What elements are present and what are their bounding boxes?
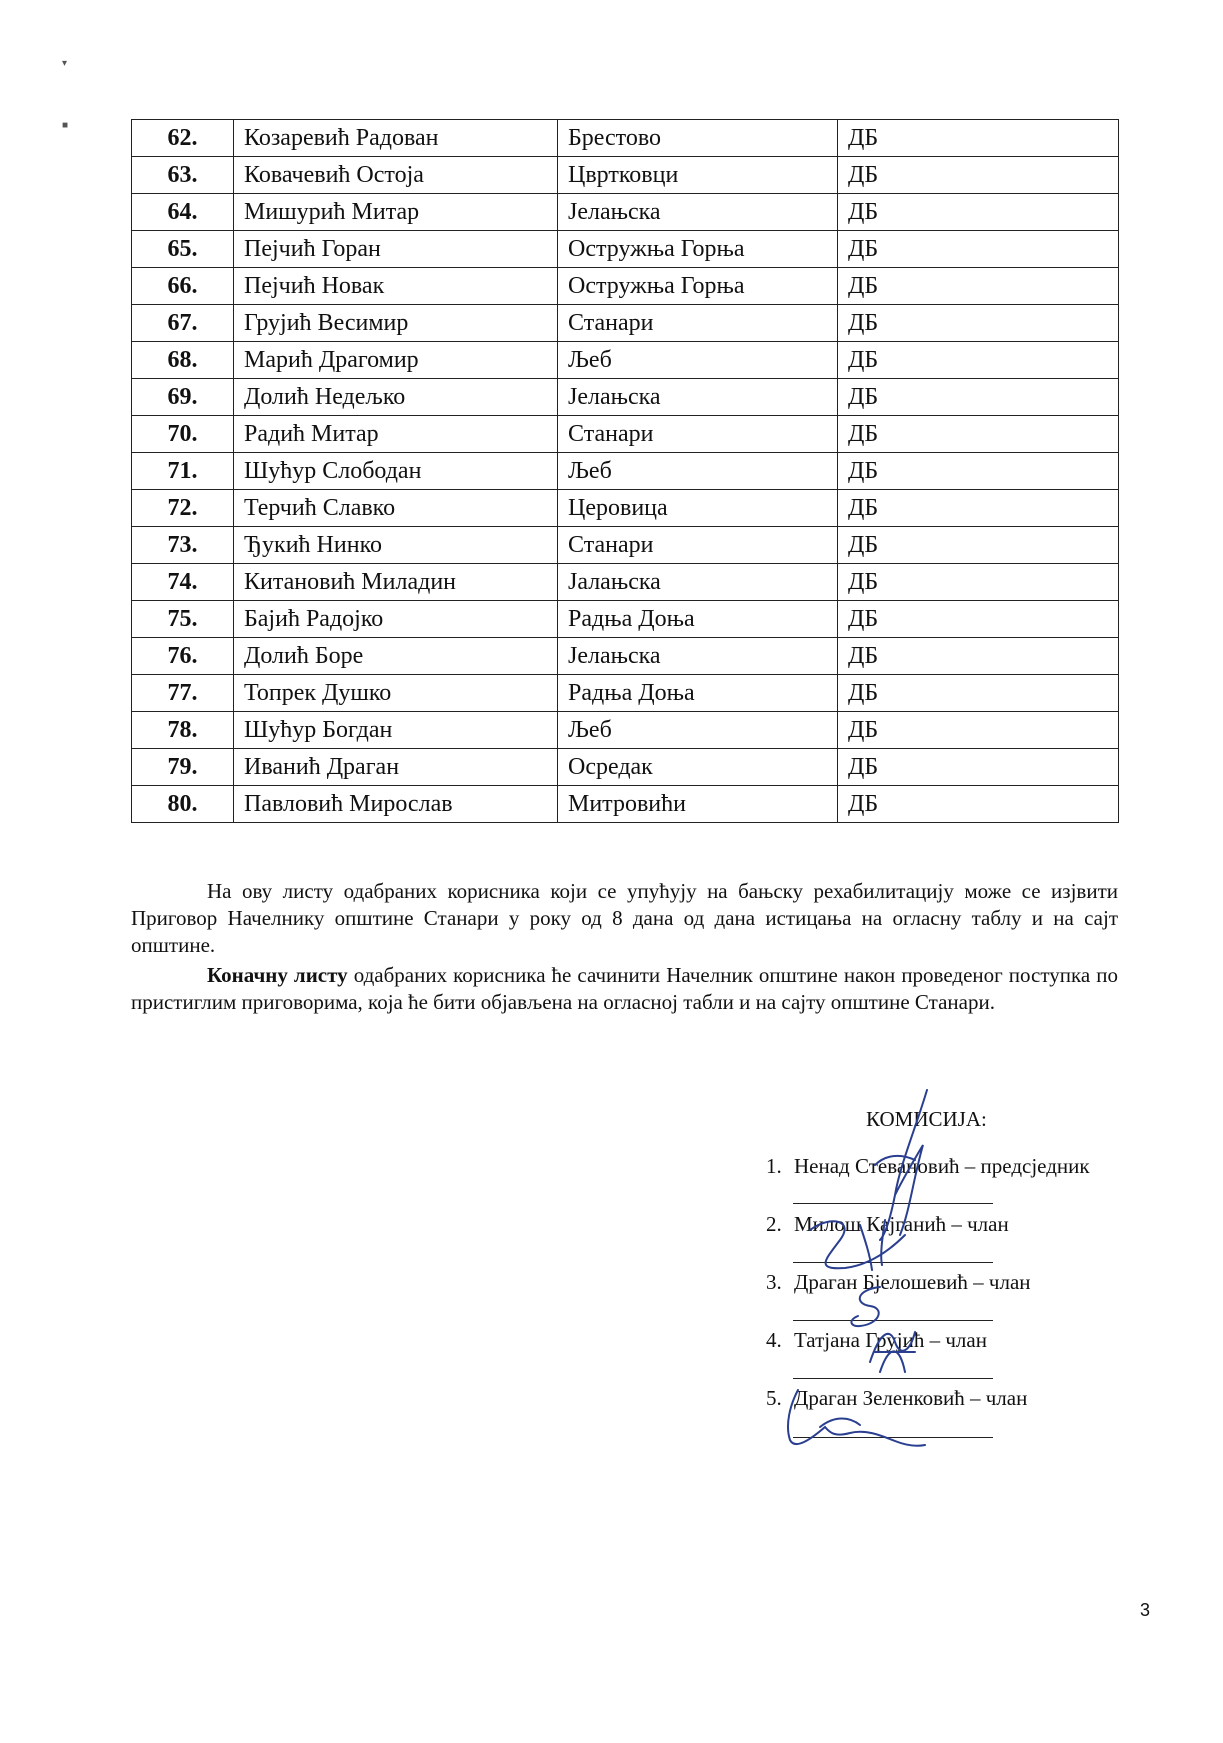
row-code: ДБ — [838, 601, 1119, 638]
commission-member: 2. Милош Кајганић – члан — [766, 1212, 1009, 1236]
row-number: 67. — [132, 305, 234, 342]
row-name: Мишурић Митар — [234, 194, 558, 231]
scan-mark: ■ — [62, 120, 69, 131]
row-name: Ковачевић Остоја — [234, 157, 558, 194]
row-number: 62. — [132, 120, 234, 157]
signature-4 — [865, 1322, 925, 1382]
objection-text: На ову листу одабраних корисника који се упућују на бањску рехабилитацију може се изјвити Приговор Начелнику општине Станари у року од 8 дана од дана истицања на огласну таблу и на сајт општине. — [131, 879, 1118, 957]
row-place: Јелањска — [558, 379, 838, 416]
row-code: ДБ — [838, 638, 1119, 675]
row-number: 65. — [132, 231, 234, 268]
final-list-bold: Коначну листу — [207, 963, 348, 987]
row-number: 70. — [132, 416, 234, 453]
commission-member: 3. Драган Бјелошевић – члан — [766, 1270, 1031, 1294]
row-number: 74. — [132, 564, 234, 601]
row-place: Осредак — [558, 749, 838, 786]
row-place: Остружња Горња — [558, 231, 838, 268]
row-name: Китановић Миладин — [234, 564, 558, 601]
row-place: Станари — [558, 416, 838, 453]
commission-member: 4. Татјана Грујић – члан — [766, 1328, 987, 1352]
row-place: Станари — [558, 527, 838, 564]
row-place: Јелањска — [558, 194, 838, 231]
row-name: Шућур Богдан — [234, 712, 558, 749]
row-code: ДБ — [838, 305, 1119, 342]
row-name: Иванић Драган — [234, 749, 558, 786]
row-name: Ђукић Нинко — [234, 527, 558, 564]
table-row — [132, 305, 1119, 342]
row-code: ДБ — [838, 786, 1119, 823]
row-number: 63. — [132, 157, 234, 194]
row-number: 72. — [132, 490, 234, 527]
table-row — [132, 749, 1119, 786]
row-place: Цвртковци — [558, 157, 838, 194]
row-place: Радња Доња — [558, 601, 838, 638]
table-row — [132, 712, 1119, 749]
table-row — [132, 379, 1119, 416]
final-list-text: одабраних корисника ће сачинити Начелник општине након проведеног поступка по пристиглим приговорима, која ће бити објављена на огласној табли и на сајту општине Станари. — [131, 963, 1118, 1014]
row-code: ДБ — [838, 231, 1119, 268]
final-list-paragraph — [131, 962, 1118, 1016]
row-code: ДБ — [838, 342, 1119, 379]
row-number: 69. — [132, 379, 234, 416]
row-name: Козаревић Радован — [234, 120, 558, 157]
row-number: 73. — [132, 527, 234, 564]
row-place: Љеб — [558, 453, 838, 490]
row-number: 75. — [132, 601, 234, 638]
page-number: 3 — [1140, 1600, 1151, 1620]
row-number: 78. — [132, 712, 234, 749]
row-number: 80. — [132, 786, 234, 823]
row-place: Митровићи — [558, 786, 838, 823]
row-place: Љеб — [558, 342, 838, 379]
row-code: ДБ — [838, 453, 1119, 490]
row-name: Топрек Душко — [234, 675, 558, 712]
row-place: Церовица — [558, 490, 838, 527]
row-code: ДБ — [838, 268, 1119, 305]
commission-member: 1. Ненад Стевановић – предсједник — [766, 1154, 1090, 1178]
signature-5 — [780, 1385, 930, 1455]
beneficiaries-table — [131, 119, 1119, 823]
objection-paragraph — [131, 878, 1118, 959]
row-name: Пејчић Новак — [234, 268, 558, 305]
row-name: Терчић Славко — [234, 490, 558, 527]
row-name: Долић Боре — [234, 638, 558, 675]
table-row — [132, 675, 1119, 712]
table-row — [132, 601, 1119, 638]
row-code: ДБ — [838, 416, 1119, 453]
row-number: 68. — [132, 342, 234, 379]
row-name: Радић Митар — [234, 416, 558, 453]
row-place: Јалањска — [558, 564, 838, 601]
row-place: Љеб — [558, 712, 838, 749]
table-body — [132, 120, 1119, 823]
row-number: 76. — [132, 638, 234, 675]
table-row — [132, 416, 1119, 453]
row-number: 66. — [132, 268, 234, 305]
table-row — [132, 157, 1119, 194]
row-name: Павловић Мирослав — [234, 786, 558, 823]
row-place: Јелањска — [558, 638, 838, 675]
table-row — [132, 638, 1119, 675]
table-row — [132, 231, 1119, 268]
table-row — [132, 268, 1119, 305]
scan-mark: ▾ — [62, 58, 68, 69]
row-number: 64. — [132, 194, 234, 231]
table-row — [132, 786, 1119, 823]
commission-member: 5. Драган Зеленковић – члан — [766, 1386, 1028, 1410]
row-code: ДБ — [838, 157, 1119, 194]
table-row — [132, 527, 1119, 564]
table-row — [132, 564, 1119, 601]
row-name: Марић Драгомир — [234, 342, 558, 379]
row-number: 79. — [132, 749, 234, 786]
row-code: ДБ — [838, 379, 1119, 416]
table-row — [132, 490, 1119, 527]
row-code: ДБ — [838, 490, 1119, 527]
row-place: Радња Доња — [558, 675, 838, 712]
row-code: ДБ — [838, 120, 1119, 157]
row-name: Бајић Радојко — [234, 601, 558, 638]
row-name: Грујић Весимир — [234, 305, 558, 342]
row-place: Брестово — [558, 120, 838, 157]
row-code: ДБ — [838, 749, 1119, 786]
row-place: Остружња Горња — [558, 268, 838, 305]
row-code: ДБ — [838, 712, 1119, 749]
row-name: Шућур Слободан — [234, 453, 558, 490]
row-number: 71. — [132, 453, 234, 490]
row-code: ДБ — [838, 675, 1119, 712]
row-number: 77. — [132, 675, 234, 712]
row-code: ДБ — [838, 194, 1119, 231]
table-row — [132, 120, 1119, 157]
row-name: Долић Недељко — [234, 379, 558, 416]
row-place: Станари — [558, 305, 838, 342]
commission-title: КОМИСИЈА: — [866, 1107, 987, 1131]
table-row — [132, 342, 1119, 379]
table-row — [132, 194, 1119, 231]
row-name: Пејчић Горан — [234, 231, 558, 268]
row-code: ДБ — [838, 527, 1119, 564]
table-row — [132, 453, 1119, 490]
signature-2 — [800, 1210, 920, 1280]
row-code: ДБ — [838, 564, 1119, 601]
